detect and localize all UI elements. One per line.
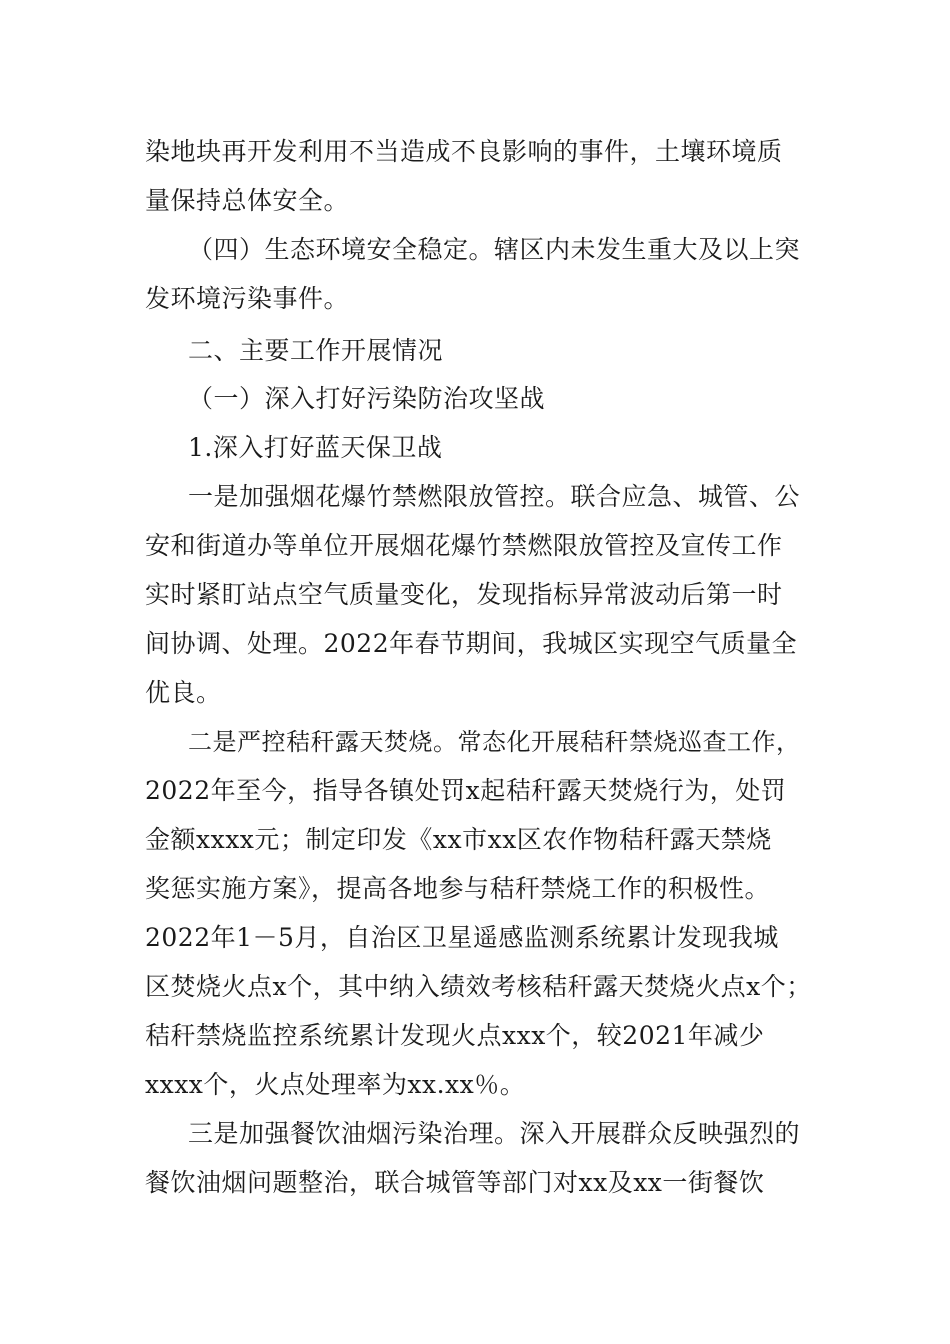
text-line: 实时紧盯站点空气质量变化，发现指标异常波动后第一时	[145, 580, 783, 609]
text-line: 区焚烧火点x个，其中纳入绩效考核秸秆露天焚烧火点x个；	[145, 972, 812, 1001]
text-line: 2022年至今，指导各镇处罚x起秸秆露天焚烧行为，处罚	[145, 776, 787, 805]
text-line: xxxx个，火点处理率为xx.xx％。	[145, 1070, 526, 1099]
text-line: 优良。	[145, 678, 222, 707]
text-line: 发环境污染事件。	[145, 284, 350, 313]
text-line: 餐饮油烟问题整治，联合城管等部门对xx及xx一街餐饮	[145, 1168, 765, 1197]
text-line: 间协调、处理。2022年春节期间，我城区实现空气质量全	[145, 629, 798, 658]
subsection-heading: （一）深入打好污染防治攻坚战	[188, 384, 546, 413]
text-line: 金额xxxx元；制定印发《xx市xx区农作物秸秆露天禁烧	[145, 825, 772, 854]
paragraph-start-line: （四）生态环境安全稳定。辖区内未发生重大及以上突	[188, 235, 801, 264]
paragraph-start-line: 一是加强烟花爆竹禁燃限放管控。联合应急、城管、公	[188, 482, 801, 511]
paragraph-start-line: 三是加强餐饮油烟污染治理。深入开展群众反映强烈的	[188, 1119, 801, 1148]
text-line: 量保持总体安全。	[145, 186, 350, 215]
text-line: 染地块再开发利用不当造成不良影响的事件，土壤环境质	[145, 137, 783, 166]
text-line: 奖惩实施方案》，提高各地参与秸秆禁烧工作的积极性。	[145, 874, 771, 903]
text-line: 安和街道办等单位开展烟花爆竹禁燃限放管控及宣传工作	[145, 531, 783, 560]
paragraph-start-line: 二是严控秸秆露天焚烧。常态化开展秸秆禁烧巡查工作，	[188, 728, 801, 756]
section-heading: 二、主要工作开展情况	[188, 336, 444, 365]
text-line: 秸秆禁烧监控系统累计发现火点xxx个，较2021年减少	[145, 1021, 765, 1050]
text-line: 2022年1－5月，自治区卫星遥感监测系统累计发现我城	[145, 923, 779, 952]
item-heading: 1.深入打好蓝天保卫战	[188, 433, 443, 462]
